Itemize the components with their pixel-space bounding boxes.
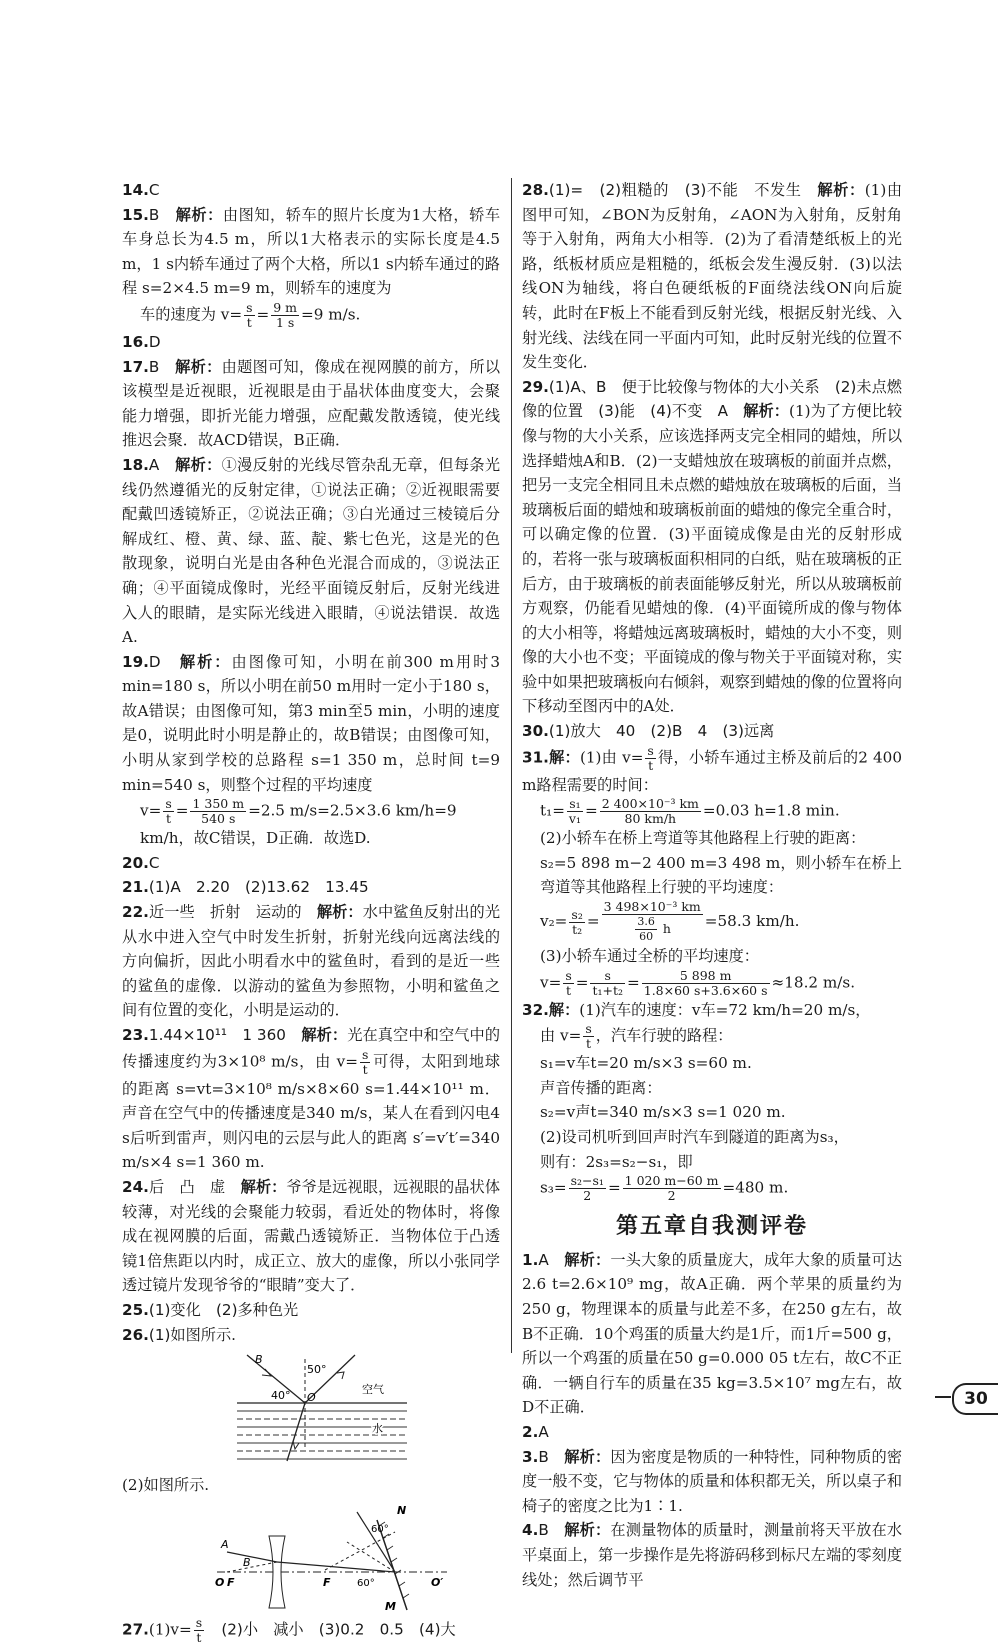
q31-line-4: s₂=5 898 m−2 400 m=3 498 m，则小轿车在桥上弯道等其他路程上行驶的平均速度： bbox=[540, 853, 902, 897]
answer-16: 16.D bbox=[122, 332, 161, 351]
q32-line-5: s₂=v声t=340 m/s×3 s=1 020 m. bbox=[540, 1103, 786, 1122]
fig2-label-f1: F bbox=[227, 1575, 235, 1589]
answer-20: 20.C bbox=[122, 853, 160, 872]
ch5-answer-1: 1.A 解析：一头大象的质量庞大，成年大象的质量可达2.6 t=2.6×10⁹ mg，故A正确．两个苹果的质量约为250 g，物理课本的质量与此差不多，在250 g左右，故B不正确．10个鸡蛋的质量大约是1斤，而1斤=500 g，所以一个鸡蛋的质量在50 g=0.000 05 t左右，故C不正确．一辆自行车的质量在35 kg=3.5×10⁷ mg左右，故D不正确． bbox=[522, 1250, 902, 1417]
fig1-label-40: 40° bbox=[271, 1389, 291, 1403]
q32-line-2: 由 v= $\frac{s}{t}$ ，汽车行驶的路程： bbox=[540, 1021, 733, 1052]
answer-28: 28.(1)= (2)粗糙的 (3)不能 不发生 解析：(1)由图甲可知，∠BON为反射角，∠AON为入射角，反射角等于入射角，两角大小相等．(2)为了看清楚纸板上的光路，纸板材质应是粗糙的，纸板会发生漫反射．(3)以法线ON为轴线，将白色硬纸板的F面绕法线ON向后旋转，此时在F板上不能看到反射光线，根据反射光线、入射光线、法线在同一平面内可知，此时反射光线的位置不发生变化． bbox=[522, 181, 903, 372]
q31-formula-1: t₁= $\frac{\text{s₁}}{\text{v₁}}$ = $\frac{\text{2 400×10⁻³ km}}{80 km/h}$ =0.03 h=1.8 min. bbox=[540, 796, 840, 827]
q31-formula-2: v₂= $\frac{\text{s₂}}{\text{t₂}}$ = 3 498×10⁻³ km $\frac{3.6}{60}$ h =58.3 km/h. bbox=[540, 899, 800, 944]
q32-line-6: (2)设司机听到回声时汽车到隧道的距离为s₃， bbox=[540, 1128, 849, 1146]
fig1-label-b: B bbox=[255, 1353, 263, 1367]
fig2-label-m: M bbox=[385, 1599, 396, 1612]
q19-formula: v= $\frac{s}{t}$ = $\frac{1 350 m}{540 s}$ =2.5 m/s=2.5×3.6 km/h=9 km/h，故C错误，D正确．故选D. bbox=[140, 796, 457, 848]
left-column bbox=[122, 178, 500, 1645]
column-divider bbox=[511, 178, 512, 1353]
lens-mirror-diagram bbox=[207, 1502, 457, 1612]
fig1-label-air: 空气 bbox=[362, 1383, 384, 1397]
page-number: 30 bbox=[952, 1383, 998, 1415]
q31-line-6: (3)小轿车通过全桥的平均速度： bbox=[540, 947, 759, 966]
answer-14: 14.C bbox=[122, 181, 160, 199]
answer-21: 21.(1)A 2.20 (2)13.62 13.45 bbox=[122, 878, 369, 897]
section-title: 第五章自我测评卷 bbox=[615, 1214, 808, 1240]
answer-17: 17.B 解析：由题图可知，像成在视网膜的前方，所以该模型是近视眼，近视眼是由于晶状体曲度变大，会聚能力增强，即折光能力增强，应配戴发散透镜，使光线推迟会聚．故ACD错误，B正确． bbox=[122, 357, 501, 450]
answer-27: 27.(1)v= $\frac{s}{t}$ (2)小 减小 (3)0.2 0.5 (4)大 bbox=[122, 1614, 456, 1645]
q31-formula-3: v= $\frac{s}{t}$ = $\frac{s}{\text{t₁+t₂}}$ = $\frac{5 898 m}{1.8\times 60 s+3.6\times 60 s}$ ≈18.2 m/s. bbox=[540, 967, 856, 998]
answer-24: 24.后 凸 虚 解析：爷爷是远视眼，远视眼的晶状体较薄，对光线的会聚能力较弱，看近处的物体时，将像成在视网膜的后面，需戴凸透镜矫正．当物体位于凸透镜1倍焦距以内时，成正立、放大的虚像，所以小张同学透过镜片发现爷爷的“眼睛”变大了． bbox=[122, 1177, 501, 1295]
answer-25: 25.(1)变化 (2)多种色光 bbox=[122, 1300, 299, 1319]
fig2-label-o2: O′ bbox=[431, 1575, 444, 1589]
q31-line-3: (2)小轿车在桥上弯道等其他路程上行驶的距离： bbox=[540, 829, 866, 848]
fig2-label-60b: 60° bbox=[357, 1577, 375, 1589]
answer-29: 29.(1)A、B 便于比较像与物体的大小关系 (2)未点燃 像的位置 (3)能 (4)不变 A 解析：(1)为了方便比较像与物的大小关系，应该选择两支完全相同的蜡烛，所以选择蜡烛A和B．(2)一支蜡烛放在玻璃板的前面并点燃，把另一支完全相同且未点燃的蜡烛放在玻璃板的后面，当玻璃板后面的蜡烛和玻璃板前面的蜡烛的像完全重合时，可以确定像的位置．(3)平面镜成像是由光的反射形成的，若将一张与玻璃板面积相同的白纸，贴在玻璃板的正后方，由于玻璃板的前表面能够反射光，所以从玻璃板前方观察，仍能看见蜡烛的像．(4)平面镜所成的像与物体的大小相等，将蜡烛远离玻璃板时，蜡烛的大小不变，则像的大小也不变；平面镜成的像与物关于平面镜对称，实验中如果把玻璃板向右倾斜，观察到蜡烛的像的位置将向下移动至图丙中的A处． bbox=[522, 377, 918, 716]
answer-30: 30.(1)放大 40 (2)B 4 (3)远离 bbox=[522, 722, 775, 741]
fig2-label-a: A bbox=[221, 1537, 229, 1551]
fig2-label-60a: 60° bbox=[371, 1523, 389, 1535]
fig1-label-o: O bbox=[307, 1391, 316, 1405]
answer-32: 32.解：(1)汽车的速度：v车=72 km/h=20 m/s， bbox=[522, 1000, 871, 1019]
ch5-answer-3: 3.B 解析：因为密度是物质的一种特性，同种物质的密度一般不变，它与物体的质量和体积都无关，所以桌子和椅子的密度之比为1∶1. bbox=[522, 1447, 903, 1515]
answer-18: 18.A 解析：①漫反射的光线尽管杂乱无章，但每条光线仍然遵循光的反射定律，①说法正确；②近视眼需要配戴凹透镜矫正，②说法正确；③白光通过三棱镜后分解成红、橙、黄、绿、蓝、靛、紫七色光，这是光的色散现象，说明白光是由各种色光混合而成的，③说法正确；④平面镜成像时，光经平面镜反射后，反射光线进入人的眼睛，是实际光线进入眼睛，④说法错误．故选A. bbox=[122, 455, 501, 647]
fig2-label-o: O bbox=[215, 1575, 225, 1589]
q32-line-4: 声音传播的距离： bbox=[540, 1078, 662, 1097]
fig1-label-water: 水 bbox=[372, 1422, 383, 1436]
fig2-label-b: B bbox=[243, 1555, 251, 1569]
answer-23: 23.1.44×10¹¹ 1 360 解析：光在真空中和空气中的传播速度约为3×10⁸ m/s，由 v= $\frac{s}{t}$ 可得，太阳到地球的距离 s=vt=3×10⁸ m/s×8×60 s=1.44×10¹¹ m．声音在空气中的传播速度是340 m/s，某人在看到闪电4 s后听到雷声，则闪电的云层与此人的距离 s′=v′t′=340 m/s×4 s=1 360 m. bbox=[122, 1026, 501, 1172]
right-column bbox=[522, 178, 918, 1592]
page-number-dash bbox=[935, 1396, 951, 1398]
answer-26: 26.(1)如图所示. bbox=[122, 1325, 236, 1344]
fig2-label-n: N bbox=[397, 1503, 407, 1517]
refraction-diagram bbox=[227, 1351, 417, 1469]
q32-line-3: s₁=v车t=20 m/s×3 s=60 m. bbox=[540, 1054, 752, 1073]
ch5-answer-4: 4.B 解析：在测量物体的质量时，测量前将天平放在水平桌面上，第一步操作是先将游码移到标尺左端的零刻度线处；然后调节平 bbox=[522, 1521, 903, 1589]
ch5-answer-2: 2.A bbox=[522, 1422, 549, 1441]
answer-15: 15.B 解析：由图知，轿车的照片长度为1大格，轿车车身总长为4.5 m，所以1大格表示的实际长度是4.5 m，1 s内轿车通过了两个大格，所以1 s内轿车通过的路程 s=2×4.5 m=9 m，则轿车的速度为 bbox=[122, 205, 501, 298]
answer-22: 22.近一些 折射 运动的 解析：水中鲨鱼反射出的光从水中进入空气中时发生折射，折射光线向远离法线的方向偏折，因此小明看水中的鲨鱼时，看到的是近一些的鲨鱼的虚像．以游动的鲨鱼为参照物，小明和鲨鱼之间有位置的变化，小明是运动的． bbox=[122, 903, 501, 1020]
answer-31: 31.解：(1)由 v= $\frac{s}{t}$ 得，小轿车通过主桥及前后的2 400 m路程需要的时间： bbox=[522, 742, 902, 794]
answer-19: 19.D 解析：由图像可知，小明在前300 m用时3 min=180 s，所以小明在前50 m用时一定小于180 s，故A错误；由图像可知，第3 min至5 min，小明的速度是0，说明此时小明是静止的，故B错误；由图像可知，小明从家到学校的总路程 s=1 350 m，总时间 t=9 min=540 s，则整个过程的平均速度 bbox=[122, 652, 501, 794]
fig2-caption: (2)如图所示. bbox=[122, 1476, 210, 1495]
q32-line-7: 则有：2s₃=s₂−s₁，即 bbox=[540, 1152, 693, 1171]
fig2-label-f2: F bbox=[323, 1575, 331, 1589]
q32-formula: s₃= $\frac{\text{s₂−s₁}}{2}$ = $\frac{1 020 m-60 m}{2}$ =480 m. bbox=[540, 1173, 789, 1204]
fig1-label-50: 50° bbox=[307, 1363, 327, 1377]
q15-formula: 车的速度为 v= $\frac{s}{t}$ = $\frac{9 m}{1 s}$ =9 m/s. bbox=[140, 299, 361, 330]
